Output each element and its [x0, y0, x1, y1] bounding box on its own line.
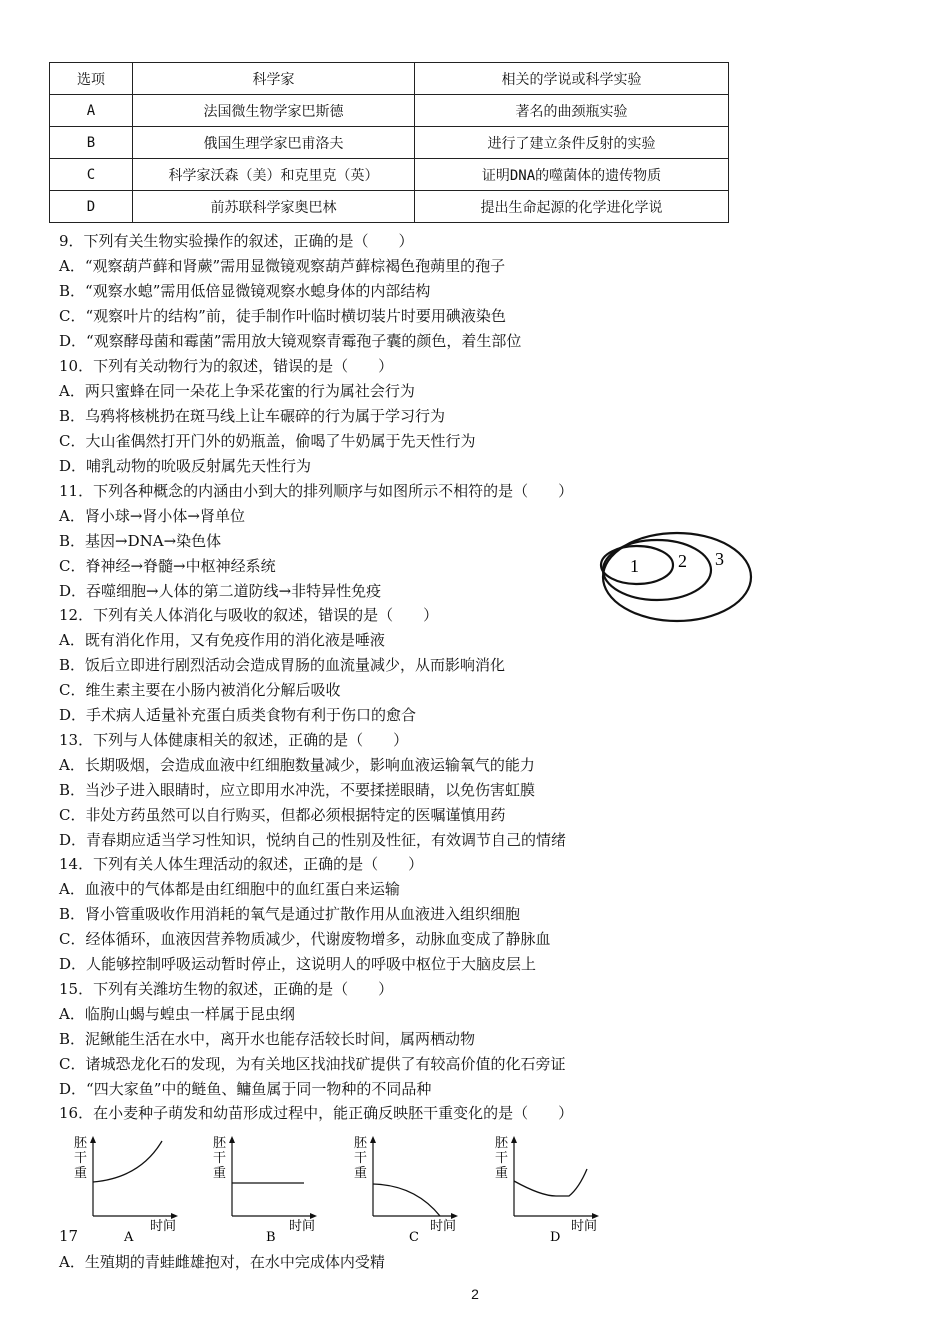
question-9-option-c: C．“观察叶片的结构”前，徒手制作叶临时横切装片时要用碘液染色: [59, 307, 506, 325]
question-9-option-a: A．“观察葫芦藓和肾蕨”需用显微镜观察葫芦藓棕褐色孢蒴里的孢子: [59, 257, 506, 275]
question-11-option-a: A．肾小球→肾小体→肾单位: [59, 507, 245, 525]
table-cell: 前苏联科学家奥巴林: [133, 191, 415, 223]
graph-ylabel-char: 胚: [354, 1136, 368, 1151]
graph-ylabel-char: 干: [354, 1151, 368, 1166]
graph-option-label: B: [266, 1230, 276, 1245]
table-cell: A: [50, 95, 133, 127]
graph-ylabel-char: 胚: [495, 1136, 509, 1151]
y-axis-arrow: [370, 1136, 376, 1143]
question-11-option-c: C．脊神经→脊髓→中枢神经系统: [59, 557, 276, 575]
table-row: [50, 127, 729, 159]
graph-option-c: [350, 1133, 485, 1248]
graph-xlabel: 时间: [289, 1219, 316, 1234]
table-header-cell: 相关的学说或科学实验: [415, 63, 729, 95]
question-12-option-b: B．饭后立即进行剧烈活动会造成胃肠的血流量减少，从而影响消化: [59, 656, 506, 674]
question-17-number: 17: [59, 1227, 79, 1245]
question-10-option-b: B．乌鸦将核桃扔在斑马线上让车碾碎的行为属于学习行为: [59, 407, 446, 425]
table-cell: B: [50, 127, 133, 159]
table-cell: 俄国生理学家巴甫洛夫: [133, 127, 415, 159]
question-9-option-d: D．“观察酵母菌和霉菌”需用放大镜观察青霉孢子囊的颜色，着生部位: [59, 332, 522, 350]
table-row: [50, 95, 729, 127]
graph-ylabel-char: 干: [74, 1151, 88, 1166]
table-header-cell: 选项: [50, 63, 133, 95]
question-15-stem: 15．下列有关潍坊生物的叙述，正确的是（ ）: [59, 980, 394, 998]
question-14-option-a: A．血液中的气体都是由红细胞中的血红蛋白来运输: [59, 880, 400, 898]
graph-ylabel-char: 胚: [74, 1136, 88, 1151]
question-12-option-a: A．既有消化作用，又有免疫作用的消化液是唾液: [59, 631, 385, 649]
question-13-option-a: A．长期吸烟，会造成血液中红细胞数量减少，影响血液运输氧气的能力: [59, 756, 535, 774]
table-header-cell: 科学家: [133, 63, 415, 95]
question-15-option-d: D．“四大家鱼”中的鲢鱼、鳙鱼属于同一物种的不同品种: [59, 1080, 432, 1098]
graph-xlabel: 时间: [571, 1219, 598, 1234]
question-12-option-d: D．手术病人适量补充蛋白质类食物有利于伤口的愈合: [59, 706, 417, 724]
table-cell: 著名的曲颈瓶实验: [415, 95, 729, 127]
graph-option-label: C: [409, 1230, 419, 1245]
graph-ylabel-char: 重: [74, 1166, 88, 1181]
y-axis-arrow: [229, 1136, 235, 1143]
curve-increasing: [93, 1141, 162, 1182]
question-10-option-c: C．大山雀偶然打开门外的奶瓶盖，偷喝了牛奶属于先天性行为: [59, 432, 476, 450]
table-cell: C: [50, 159, 133, 191]
table-cell: 进行了建立条件反射的实验: [415, 127, 729, 159]
graph-ylabel-char: 重: [213, 1166, 227, 1181]
venn-label-2: 2: [678, 551, 687, 571]
question-15-option-a: A．临朐山蝎与蝗虫一样属于昆虫纲: [59, 1005, 295, 1023]
table-row: [50, 159, 729, 191]
question-16-stem: 16．在小麦种子萌发和幼苗形成过程中，能正确反映胚干重变化的是（ ）: [59, 1104, 574, 1122]
question-15-option-c: C．诸城恐龙化石的发现，为有关地区找油找矿提供了有较高价值的化石旁证: [59, 1055, 566, 1073]
question-9-stem: 9．下列有关生物实验操作的叙述，正确的是（ ）: [59, 232, 414, 250]
question-12-stem: 12．下列有关人体消化与吸收的叙述，错误的是（ ）: [59, 606, 439, 624]
question-10-option-a: A．两只蜜蜂在同一朵花上争采花蜜的行为属社会行为: [59, 382, 415, 400]
graph-ylabel-char: 重: [354, 1166, 368, 1181]
question-11-option-b: B．基因→DNA→染色体: [59, 532, 222, 550]
question-13-stem: 13．下列与人体健康相关的叙述，正确的是（ ）: [59, 731, 409, 749]
question-10-stem: 10．下列有关动物行为的叙述，错误的是（ ）: [59, 357, 394, 375]
graph-option-a: [70, 1133, 205, 1248]
question-13-option-b: B．当沙子进入眼睛时，应立即用水冲洗，不要揉搓眼睛，以免伤害虹膜: [59, 781, 536, 799]
question-10-option-d: D．哺乳动物的吮吸反射属先天性行为: [59, 457, 312, 475]
graph-ylabel-char: 干: [213, 1151, 227, 1166]
scientist-table: [49, 62, 729, 223]
y-axis-arrow: [90, 1136, 96, 1143]
question-12-option-c: C．维生素主要在小肠内被消化分解后吸收: [59, 681, 341, 699]
question-15-option-b: B．泥鳅能生活在水中，离开水也能存活较长时间，属两栖动物: [59, 1030, 476, 1048]
question-14-stem: 14．下列有关人体生理活动的叙述，正确的是（ ）: [59, 855, 424, 873]
page-number: 2: [471, 1286, 479, 1302]
table-row: [50, 191, 729, 223]
curve-decreasing: [373, 1184, 440, 1216]
table-cell: 法国微生物学家巴斯德: [133, 95, 415, 127]
question-9-option-b: B．“观察水螅”需用低倍显微镜观察水螅身体的内部结构: [59, 282, 431, 300]
graph-ylabel-char: 胚: [213, 1136, 227, 1151]
graph-ylabel-char: 干: [495, 1151, 509, 1166]
table-cell: 提出生命起源的化学进化学说: [415, 191, 729, 223]
graph-option-b: [209, 1133, 344, 1248]
question-13-option-d: D．青春期应适当学习性知识，悦纳自己的性别及性征，有效调节自己的情绪: [59, 831, 567, 849]
question-17-option-a: A．生殖期的青蛙雌雄抱对，在水中完成体内受精: [59, 1253, 385, 1271]
table-header-row: [50, 63, 729, 95]
nested-ellipse-diagram: [597, 527, 757, 627]
question-14-option-d: D．人能够控制呼吸运动暂时停止，这说明人的呼吸中枢位于大脑皮层上: [59, 955, 537, 973]
venn-label-1: 1: [630, 556, 639, 576]
question-14-option-b: B．肾小管重吸收作用消耗的氧气是通过扩散作用从血液进入组织细胞: [59, 905, 521, 923]
question-11-option-d: D．吞噬细胞→人体的第二道防线→非特异性免疫: [59, 582, 382, 600]
curve-dip-rise: [514, 1169, 587, 1196]
graph-option-d: [491, 1133, 626, 1248]
graph-xlabel: 时间: [150, 1219, 177, 1234]
graph-xlabel: 时间: [430, 1219, 457, 1234]
graph-option-label: D: [550, 1230, 561, 1245]
table-cell: D: [50, 191, 133, 223]
question-11-stem: 11．下列各种概念的内涵由小到大的排列顺序与如图所示不相符的是（ ）: [59, 482, 574, 500]
graph-ylabel-char: 重: [495, 1166, 509, 1181]
graph-option-label: A: [124, 1230, 134, 1245]
y-axis-arrow: [511, 1136, 517, 1143]
table-cell: 证明DNA的噬菌体的遗传物质: [415, 159, 729, 191]
venn-label-3: 3: [715, 549, 724, 569]
question-14-option-c: C．经体循环，血液因营养物质减少，代谢废物增多，动脉血变成了静脉血: [59, 930, 551, 948]
table-cell: 科学家沃森（美）和克里克（英）: [133, 159, 415, 191]
question-13-option-c: C．非处方药虽然可以自行购买，但都必须根据特定的医嘱谨慎用药: [59, 806, 506, 824]
